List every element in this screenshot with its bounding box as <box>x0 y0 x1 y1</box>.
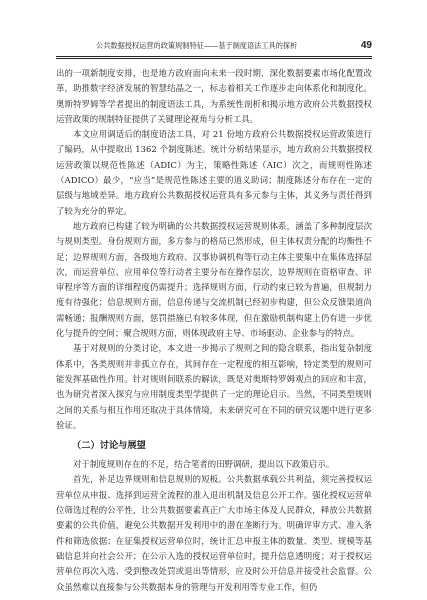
header-rule-thick <box>56 56 372 57</box>
page-number: 49 <box>360 40 372 51</box>
paragraph: 地方政府已构建了较为明确的公共数据授权运营规则体系，涵盖了多种制度层次与规则类型。身份规则方面，多方参与的格局已然形成，但主体权责分配的均衡性不足；边界规则方面，各级地方政府、汉事协调机构等行动主体主要集中在集体选择层次，而运营单位、应用单位等行动者主要分布在操作层次，边界规则在资格审查、评审程序等方面的详细程度仍需提升；选择规则方面，行动约束已较为普遍，但规制力度有待强化；信息规则方面，信息传递与交流机制已经初步构建，但公众反馈渠道尚需畅通；报酬规则方面，惩罚措施已有较多体现，但在激励机制构建上仍有进一步优化与提升的空间；聚合规则方面，则体现政府主导、市场驱动、企业参与的特点。 <box>56 220 372 339</box>
running-header <box>56 39 372 53</box>
paragraph: 本文应用调适后的制度语法工具，对 21 份地方政府公共数据授权运营政策进行了编码，从中提取出 1362 个制度陈述。统计分析结果显示，地方政府公共数据授权运营政策以规范性陈述（ADIC）为主，策略性陈述（AIC）次之，而规则性陈述（ADICO）最少，“应当”是规范性陈述主要的道义助词；制度陈述分布存在一定的层级与地域差异。地方政府公共数据授权运营具有多元参与主体，其义务与责任得到了较为充分的界定。 <box>56 129 372 216</box>
header-rule-thin <box>56 58 372 59</box>
section-heading: （二）讨论与展望 <box>72 440 146 452</box>
paragraph-continued: 出的一项新制度安排，也是地方政府面向未来一段时期，深化数据要素市场化配置改革，助推数字经济发展的智慧结晶之一，标志着相关工作逐步走向体系化和制度化。奥斯特罗姆等学者提出的制度语法工具，为系统性剖析和揭示地方政府公共数据授权运营政策的规制特征提供了关键理论视角与分析工具。 <box>56 68 372 124</box>
body-text <box>56 66 372 595</box>
paragraph: 首先，补足边界规则和信息规则的短板。公共数据承载公共利益，须完善授权运营单位从申报、选择到运营全流程的准入退出机制及信息公开工作。强化授权运营单位筛选过程的公平性，让公共数据要素真正广大市场主体及人民群众，释放公共数据要素的公共价值，避免公共数据开发利用中的潜在垄断行为。明确评审方式、准入条件和筛选依据；在征集授权运营单位时，统计汇总申报主体的数量、类型、规模等基础信息并向社会公开；在公示入选的授权运营单位时，提升信息透明度；对于授权运营单位再次入选、受到整改处罚或退出等情形，应及时公开信息并接受社会监督。公众虽然难以直接参与公共数据本身的管理与开发利用等专业工作，但仍 <box>56 474 372 592</box>
paragraph: 基于对规则的分类讨论，本文进一步揭示了规则之间的隐含联系，指出复杂制度体系中，各类规则并非孤立存在，其间存在一定程度的相互影响，特定类型的规则可能发挥基础性作用。针对规则间联系的解读，既是对奥斯特罗姆观点的回应和丰富，也为研究者深入探究与应用制度类型学提供了一定的理论启示。当然，不同类型规则之间的关系与相互作用还取决于具体情境，未来研究可在不同的研究议题中进行更多验证。 <box>56 343 372 430</box>
paragraph: 对于制度规则存在的不足，结合笔者的田野调研，提出以下政策启示。 <box>73 459 335 470</box>
running-title: 公共数据授权运营的政策规制特征——基于制度语法工具的探析 <box>96 41 298 50</box>
